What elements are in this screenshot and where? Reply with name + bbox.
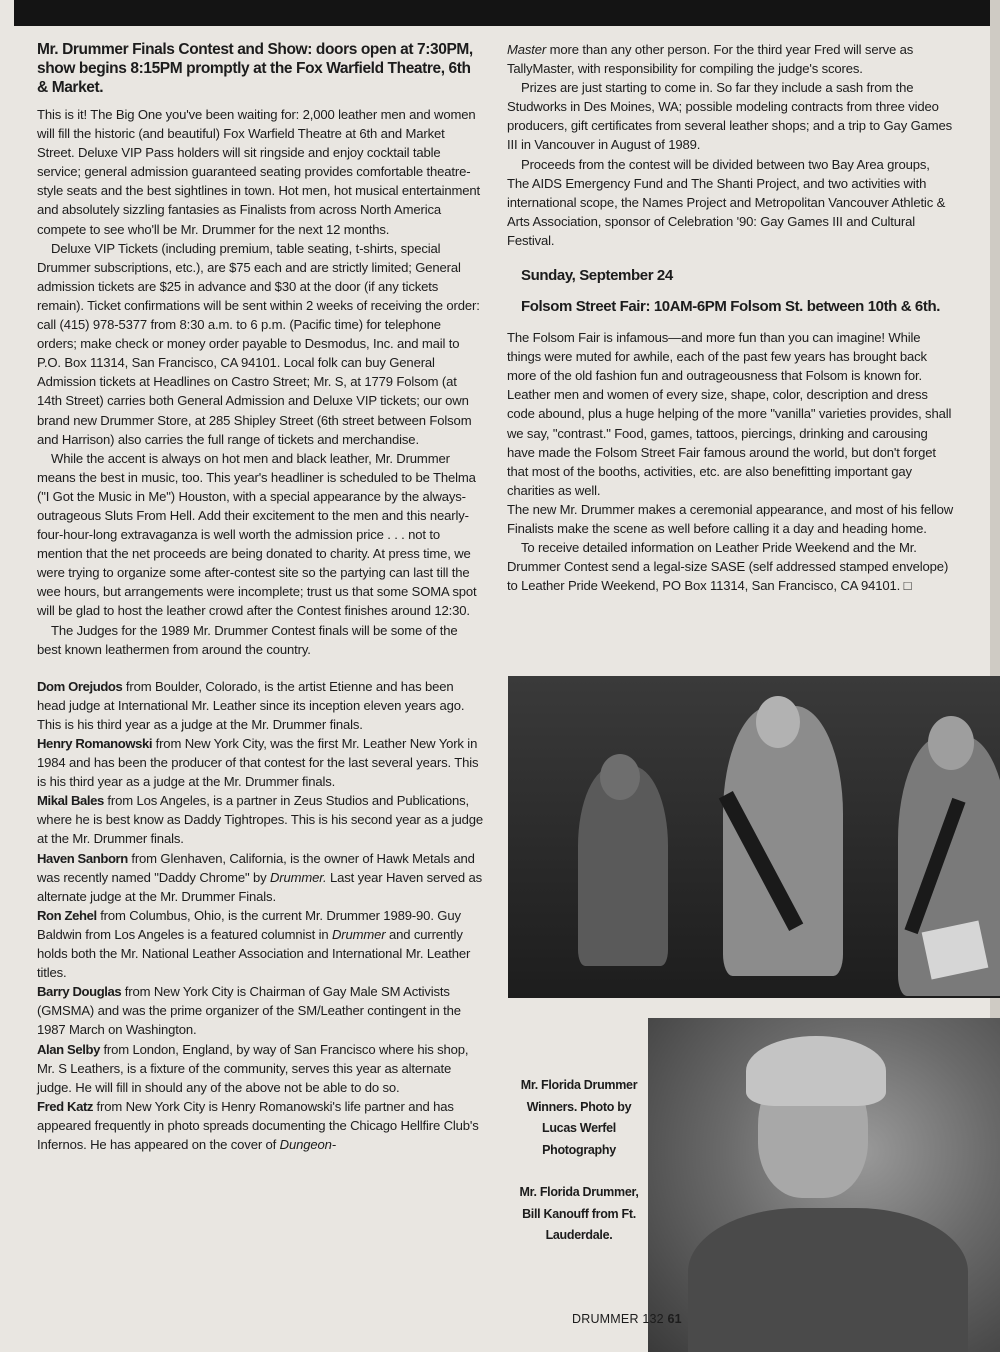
judge-bio: Last year Haven served as alternate judge at the Mr. Drummer Finals.: [37, 869, 483, 904]
judge-bio: and currently holds both the Mr. National Leather Association and International Mr. Leather titles.: [37, 926, 471, 981]
judge-name: Mikal Bales: [37, 793, 104, 809]
judge-bio: from Glenhaven, California, is the owner of Hawk Metals and was recently named "Daddy Chrome" by: [37, 850, 475, 885]
left-column: [37, 40, 483, 1154]
paragraph-closing: To receive detailed information on Leather Pride Weekend and the Mr. Drummer Contest send a legal-size SASE (self addressed stamped envelope) to Leather Pride Weekend, PO Box 11314, San Francisco, CA 94101. □: [507, 540, 949, 594]
judge-bio-italic: Dungeon-: [279, 1136, 336, 1152]
paragraph-prizes: Prizes are just starting to come in. So far they include a sash from the Studworks in Des Moines, WA; possible modeling contracts from three video producers, gift certificates from several leather shops; and a trip to Gay Games III in Vancouver in August of 1989.: [507, 80, 953, 153]
judge-bio: from Los Angeles, is a partner in Zeus Studios and Publications, where he is best know as Daddy Tightropes. This is his second year as a judge at the Mr. Drummer finals.: [37, 793, 484, 847]
page-folio: [572, 1312, 682, 1326]
paragraph-music: While the accent is always on hot men and black leather, Mr. Drummer means the best in music, too. This year's headliner is scheduled to be Thelma ("I Got the Music in Me") Houston, with a special appearance by the always-outrageous Sluts From Hell. Add their excitement to the men and this nearly-four-hour-long extravaganza is well worth the admission price . . . not to mention that the net proceeds are being donated to charity. At press time, we were trying to organize some after-contest site so the partying can last till the wee hours, but arrangements were incomplete; trust us that some SOMA spot will be glad to host the leather crowd after the Contest finishes around 12:30.: [37, 450, 477, 619]
head-left: [600, 754, 640, 800]
judge-entry: [37, 906, 483, 982]
continuation-italic: Master: [507, 42, 547, 57]
group-photo: [508, 676, 1000, 998]
fair-subheading: Folsom Street Fair: 10AM-6PM Folsom St. between 10th & 6th.: [521, 298, 940, 316]
judge-entry: [37, 677, 483, 734]
judge-name: Henry Romanowski: [37, 736, 153, 751]
finals-heading: Mr. Drummer Finals Contest and Show: doors open at 7:30PM, show begins 8:15PM promptly at the Fox Warfield Theatre, 6th & Market.: [37, 41, 473, 96]
judge-name: Barry Douglas: [37, 984, 122, 1000]
portrait-torso: [688, 1208, 968, 1352]
judge-entry: [37, 1097, 483, 1154]
paragraph-judges-intro: The Judges for the 1989 Mr. Drummer Contest finals will be some of the best known leathermen from around the country.: [37, 622, 458, 657]
paragraph-fair-2: The new Mr. Drummer makes a ceremonial appearance, and most of his fellow Finalists make the scene as well before calling it a day and heading home.: [507, 501, 954, 536]
judge-bio: from Boulder, Colorado, is the artist Etienne and has been head judge at International Mr. Leather since its inception eleven years ago. This is his third year as a judge at the Mr. Drummer finals.: [37, 678, 465, 732]
judge-bio-italic: Drummer.: [270, 869, 327, 885]
continuation-text: more than any other person. For the third year Fred will serve as TallyMaster, with responsibility for compiling the judge's scores.: [507, 42, 914, 77]
continuation-paragraph: [507, 40, 955, 78]
judge-entry: [37, 849, 483, 906]
head-right: [928, 716, 974, 770]
top-black-bar: [0, 0, 990, 26]
photo-caption-winners: Mr. Florida Drummer Winners. Photo by Lucas Werfel Photography: [520, 1078, 638, 1157]
judge-bio-italic: Drummer: [331, 926, 386, 942]
head-center: [756, 696, 800, 748]
photo-caption-portrait: Mr. Florida Drummer, Bill Kanouff from Ft. Lauderdale.: [519, 1185, 639, 1242]
publication-name: DRUMMER 132: [572, 1312, 664, 1326]
judge-name: Fred Katz: [37, 1098, 94, 1114]
judge-name: Alan Selby: [37, 1041, 100, 1057]
judge-entry: [37, 734, 483, 791]
judge-entry: [37, 982, 483, 1039]
judge-name: Dom Orejudos: [37, 678, 123, 694]
judge-entry: [37, 1040, 483, 1097]
paragraph-fair: The Folsom Fair is infamous—and more fun than you can imagine! While things were muted for awhile, each of the past few years has brought back more of the old fashion fun and outrageousness that Folsom is known for. Leather men and women of every size, shape, color, description and dress code abound, plus a huge helping of the more "vanilla" varieties provides, shall we say, "contrast." Food, games, tattoos, piercings, drinking and carousing have made the Folsom Street Fair famous around the world, but don't forget that most of the booths, activities, etc. are also benefitting important gay charities as well.: [507, 330, 952, 498]
portrait-photo: [648, 1018, 1000, 1352]
paragraph-tickets: Deluxe VIP Tickets (including premium, table seating, t-shirts, special Drummer subscriptions, etc.), are $75 each and are strictly limited; General admission tickets are $25 in advance and $30 at the door (if any tickets remain). Ticket confirmations will be sent within 2 weeks of receiving the order: call (415) 978-5377 from 8:30 a.m. to 6 p.m. (Pacific time) for telephone orders; make check or money order payable to Desmodus, Inc. and mail to P.O. Box 11314, San Francisco, CA 94101. Local folk can buy General Admission tickets at Headlines on Castro Street; Mr. S, at 1779 Folsom (at 14th Street) carries both General Admission and Deluxe VIP tickets; our own brand new Drummer Store, at 285 Shipley Street (6th street between Folsom and Harrison) also carries the full range of tickets and merchandise.: [37, 240, 480, 447]
paragraph-proceeds: Proceeds from the contest will be divided between two Bay Area groups, The AIDS Emergency Fund and The Shanti Project, and two activities with international scope, the Names Project and Metropolitan Vancouver Athletic & Arts Association, sponsor of Celebration '90: Gay Games III and Cultural Festival.: [507, 156, 946, 248]
day-subheading: Sunday, September 24: [521, 267, 673, 285]
judge-bio: from New York City is Chairman of Gay Male SM Activists (GMSMA) and was the prime organizer of the SM/Leather contingent in the 1987 March on Washington.: [37, 984, 461, 1038]
judge-entry: [37, 791, 483, 848]
top-bar-notch: [0, 0, 14, 26]
judge-bio: from Columbus, Ohio, is the current Mr. Drummer 1989-90. Guy Baldwin from Los Angeles is a featured columnist in: [37, 907, 461, 942]
right-column: [507, 40, 955, 595]
page-number: 61: [667, 1312, 682, 1326]
portrait-hair: [746, 1036, 886, 1106]
judge-name: Haven Sanborn: [37, 850, 128, 866]
judge-bio: from New York City, was the first Mr. Leather New York in 1984 and has been the producer of that contest for the last several years. This is his third year as a judge at the Mr. Drummer finals.: [37, 736, 479, 790]
judge-bio: from New York City is Henry Romanowski's life partner and has appeared frequently in photo spreads documenting the Chicago Hellfire Club's Infernos. He has appeared on the cover of: [37, 1098, 479, 1152]
judge-bio: from London, England, by way of San Francisco where his shop, Mr. S Leathers, is a fixture of the community, serves this year as alternate judge. He will fill in should any of the above not be able to do so.: [37, 1041, 469, 1095]
paragraph-intro: This is it! The Big One you've been waiting for: 2,000 leather men and women will fill the historic (and beautiful) Fox Warfield Theatre at 6th and Market Street. Deluxe VIP Pass holders will sit ringside and enjoy cocktail table service; general admission guaranteed seating provides comfortable theatre-style seats and the best sightlines in town. Hot men, hot musical entertainment and absolutely sizzling fantasies as Finalists from across North America compete to see who'll be Mr. Drummer for the next 12 months.: [37, 107, 481, 237]
judge-name: Ron Zehel: [37, 907, 97, 923]
